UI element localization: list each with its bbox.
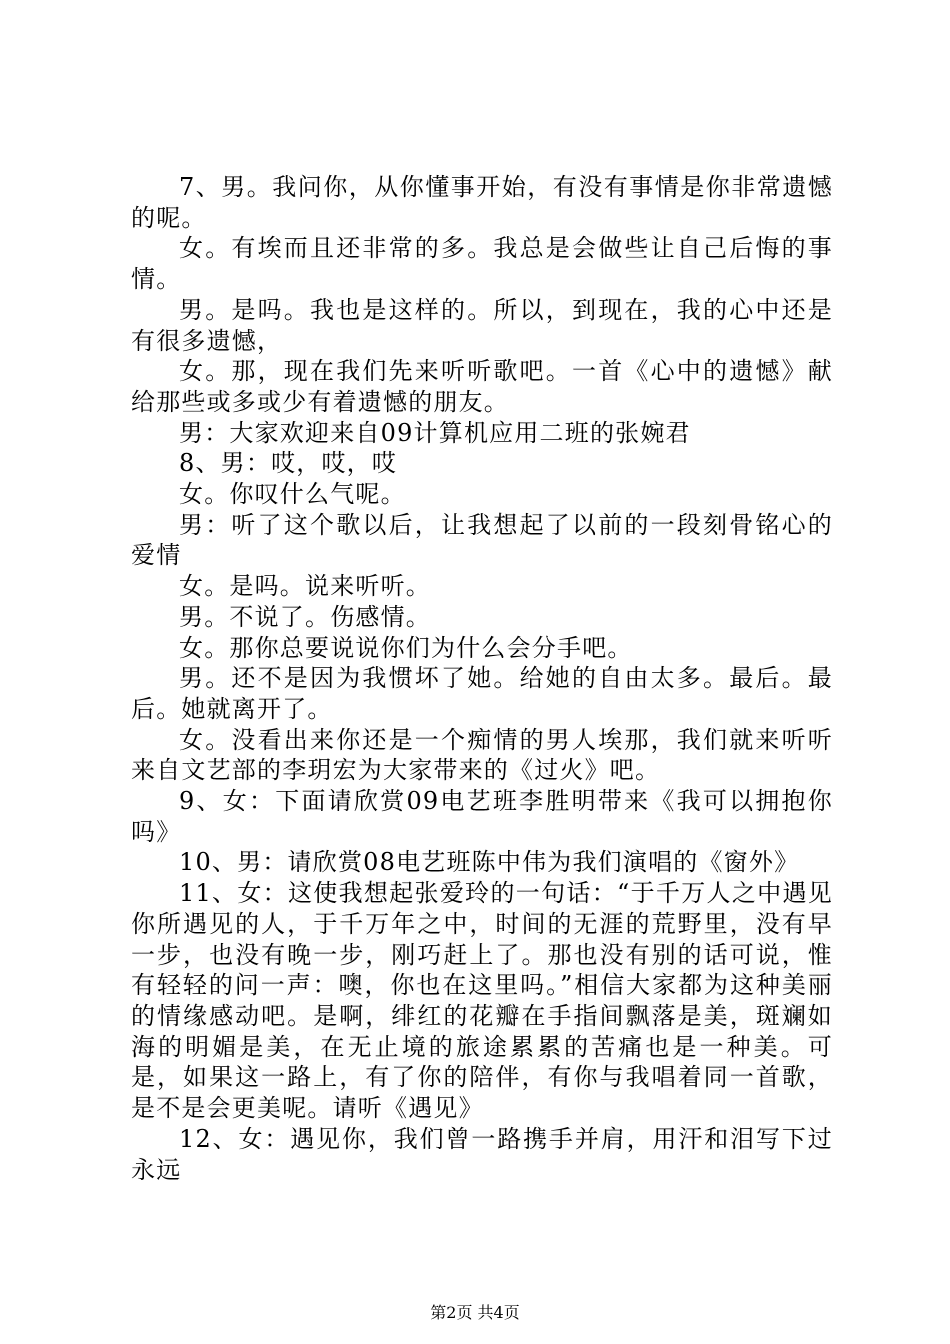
paragraph-7: 女。你叹什么气呢。 — [179, 480, 406, 509]
paragraph-8: 男：听了这个歌以后，让我想起了以前的一段刻骨铭心的爱情 — [131, 510, 833, 570]
page-footer: 第2页 共4页 — [430, 1303, 520, 1322]
paragraph-15: 10、男：请欣赏08电艺班陈中伟为我们演唱的《窗外》 — [179, 848, 800, 877]
paragraph-5: 男：大家欢迎来自09计算机应用二班的张婉君 — [179, 418, 691, 447]
paragraph-11: 女。那你总要说说你们为什么会分手吧。 — [179, 633, 633, 662]
paragraph-16: 11、女：这使我想起张爱玲的一句话：“于千万人之中遇见你所遇见的人，于千万年之中，时间的无涯的荒野里，没有早一步，也没有晚一步，刚巧赶上了。那也没有别的话可说，惟有轻轻的问一声：噢，你也在这里吗。”相信大家都为这种美丽的情缘感动吧。是啊，绯红的花瓣在手指间飘落是美，斑斓如海的明媚是美，在无止境的旅途累累的苦痛也是一种美。可是，如果这一路上，有了你的陪伴，有你与我唱着同一首歌，是不是会更美呢。请听《遇见》 — [131, 879, 833, 1123]
document-body — [131, 172, 833, 1185]
paragraph-14: 9、女：下面请欣赏09电艺班李胜明带来《我可以拥抱你吗》 — [131, 787, 833, 846]
paragraph-4: 女。那，现在我们先来听听歌吧。一首《心中的遗憾》献给那些或多或少有着遗憾的朋友。 — [131, 357, 833, 416]
paragraph-17: 12、女：遇见你，我们曾一路携手并肩，用汗和泪写下过永远 — [131, 1124, 833, 1184]
paragraph-12: 男。还不是因为我惯坏了她。给她的自由太多。最后。最后。她就离开了。 — [131, 664, 833, 723]
paragraph-13: 女。没看出来你还是一个痴情的男人埃那，我们就来听听来自文艺部的李玥宏为大家带来的《过火》吧。 — [131, 725, 833, 785]
paragraph-2: 女。有埃而且还非常的多。我总是会做些让自己后悔的事情。 — [131, 234, 833, 294]
paragraph-6: 8、男：哎，哎，哎 — [179, 449, 398, 478]
paragraph-3: 男。是吗。我也是这样的。所以，到现在，我的心中还是有很多遗憾， — [131, 295, 833, 355]
paragraph-1: 7、男。我问你，从你懂事开始，有没有事情是你非常遗憾的呢。 — [131, 173, 833, 232]
paragraph-10: 男。不说了。伤感情。 — [179, 602, 431, 631]
paragraph-9: 女。是吗。说来听听。 — [179, 572, 431, 601]
